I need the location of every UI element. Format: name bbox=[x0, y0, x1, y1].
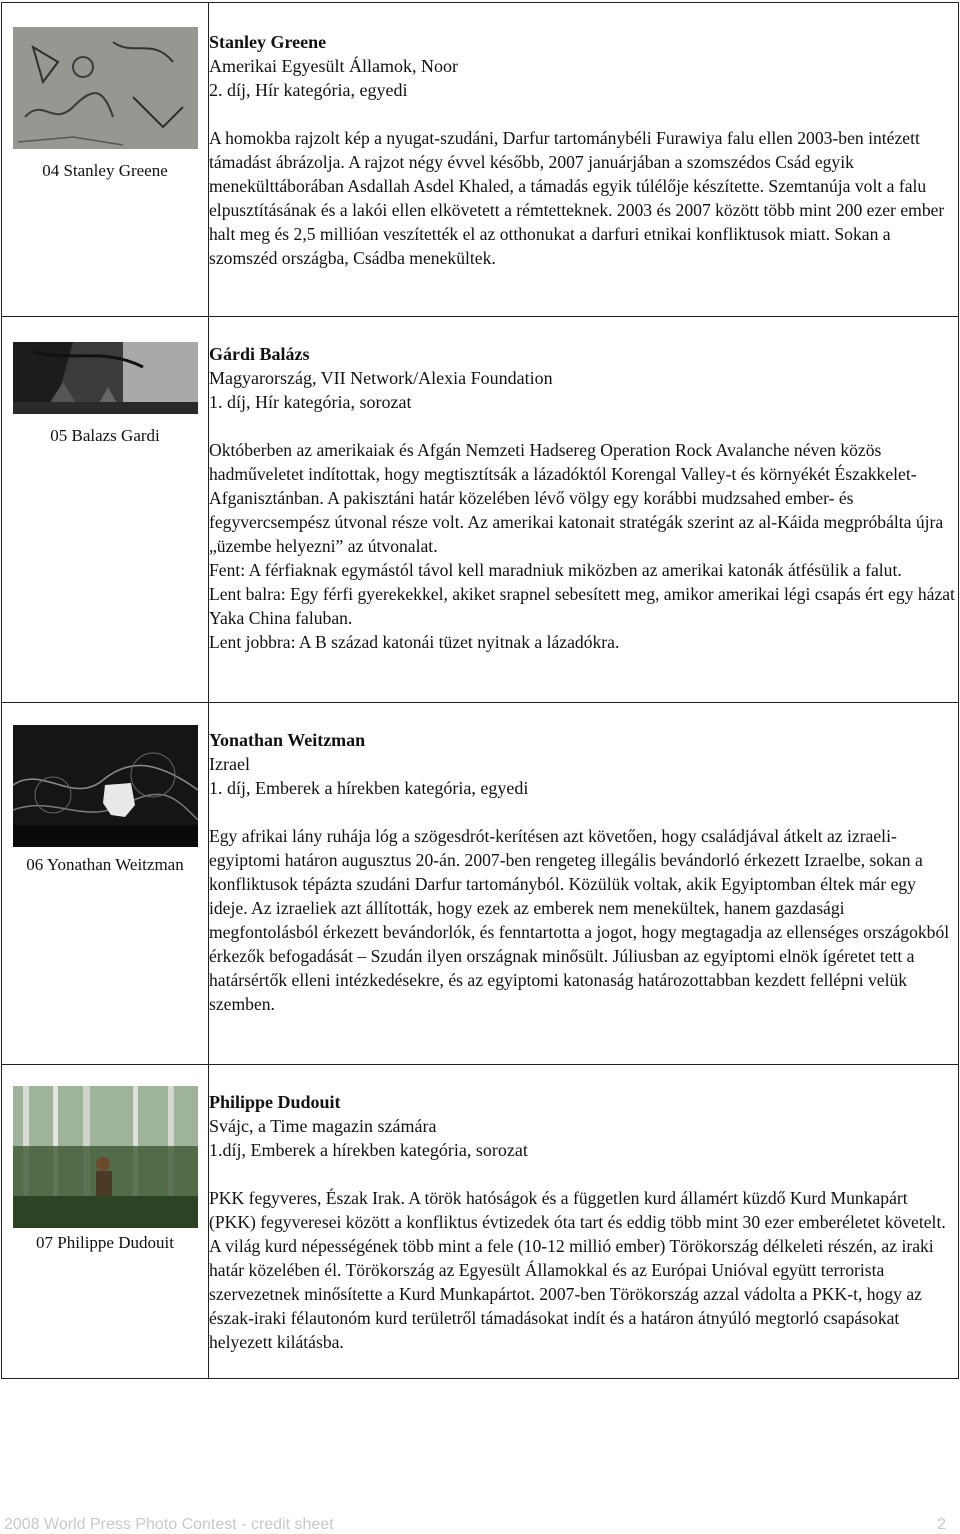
text-cell bbox=[209, 3, 959, 317]
forest-soldiers-photo bbox=[13, 342, 198, 414]
barbed-wire-dress-photo bbox=[13, 725, 198, 847]
entry-row bbox=[2, 1065, 959, 1379]
award-line: 2. díj, Hír kategória, egyedi bbox=[209, 80, 408, 100]
text-cell bbox=[209, 703, 959, 1065]
entry-row bbox=[2, 703, 959, 1065]
photo-cell bbox=[2, 703, 209, 1065]
page-footer: 2008 World Press Photo Contest - credit sheet bbox=[4, 1516, 334, 1533]
photographer-country: Magyarország, VII Network/Alexia Foundation bbox=[209, 368, 553, 388]
photo-cell bbox=[2, 317, 209, 703]
photographer-country: Svájc, a Time magazin számára bbox=[209, 1116, 437, 1136]
description: Októberben az amerikaiak és Afgán Nemzeti Hadsereg Operation Rock Avalanche néven közös hadműveletet indítottak, hogy megtisztítsák a lázadóktól Korengal Valley-t és környékét Északkelet-Afganisztánban. A pakisztáni határ közelében lévő völgy egy korábbi mudzsahed ember- és fegyvercsempész útvonal része volt. Az amerikai katonait stratégák szerint az al-Káida megpróbálta újra „üzembe helyezni” az útvonalat. Fent: A férfiaknak egymástól távol kell maradniuk miközben az amerikai katonák átfésülik a falut. Lent balra: Egy férfi gyerekekkel, akiket srapnel sebesített meg, amikor amerikai légi csapás ért egy házat Yaka China faluban. Lent jobbra: A B század katonái tüzet nyitnak a lázadókra. bbox=[209, 440, 955, 652]
sand-drawing-photo bbox=[13, 27, 198, 149]
description: PKK fegyveres, Észak Irak. A török hatóságok és a független kurd államért küzdő Kurd Munkapárt (PKK) fegyveresei között a konfliktus évtizedek óta tart és eddig több mint 30 ezer emberéletet követelt. A világ kurd népességének több mint a fele (10-12 millió ember) Törökország délkeleti részén, az iraki határ közelében él. Törökország az Egyesült Államokkal és az Európai Unióval együtt terrorista szervezetnek minősítette a Kurd Munkapártot. 2007-ben Törökország azzal vádolta a PKK-t, hogy az észak-iraki félautonóm kurd területről támadásokat indít és a határon átnyúló megtorló csapásokat helyezett kilátásba. bbox=[209, 1188, 946, 1352]
photographer-name: Gárdi Balázs bbox=[209, 344, 310, 364]
photographer-country: Izrael bbox=[209, 754, 250, 774]
photographer-name: Stanley Greene bbox=[209, 32, 327, 52]
award-line: 1.díj, Emberek a hírekben kategória, sorozat bbox=[209, 1140, 528, 1160]
page-number: 2 bbox=[937, 1516, 946, 1533]
award-line: 1. díj, Hír kategória, sorozat bbox=[209, 392, 412, 412]
entry-row bbox=[2, 317, 959, 703]
description: Egy afrikai lány ruhája lóg a szögesdrót-kerítésen azt követően, hogy családjával átkelt az izraeli-egyiptomi határon augusztus 20-án. 2007-ben rengeteg illegális bevándorló érkezett Izraelbe, sokan a konfliktusok tépázta szudáni Darfur tartományból. Közülük voltak, akik Egyiptomban éltek már egy ideje. Az izraeliek azt állították, hogy ezek az emberek nem menekültek, hanem gazdasági megfontolásból érkezett bevándorlók, és fenntartotta a jogot, hogy megtagadja az ellenséges országokból érkezők befogadását – Szudán ilyen országnak minősült. Júliusban az egyiptomi elnök ígéretet tett a határsértők elleni intézkedésekre, és az egyiptomi katonaság határozottabban kezdett fellépni velük szemben. bbox=[209, 826, 950, 1014]
photo-caption: 06 Yonathan Weitzman bbox=[26, 855, 184, 874]
credit-sheet-table bbox=[1, 2, 959, 1379]
forest-fighter-photo bbox=[13, 1086, 198, 1228]
award-line: 1. díj, Emberek a hírekben kategória, egyedi bbox=[209, 778, 529, 798]
description: A homokba rajzolt kép a nyugat-szudáni, Darfur tartománybéli Furawiya falu ellen 2003-ben intézett támadást ábrázolja. A rajzot négy évvel később, 2007 januárjában a szomszédos Csád egyik menekülttáborában Asdallah Asdel Khaled, a támadás egyik túlélője készítette. Szemtanúja volt a falu elpusztításának és a lakói ellen elkövetett a rémtetteknek. 2003 és 2007 között több mint 200 ezer ember halt meg és 2,5 millióan veszítették el az otthonukat a darfuri etnikai konfliktusok miatt. Sokan a szomszéd országba, Csádba menekültek. bbox=[209, 128, 945, 268]
text-cell bbox=[209, 1065, 959, 1379]
photographer-country: Amerikai Egyesült Államok, Noor bbox=[209, 56, 458, 76]
entry-row bbox=[2, 3, 959, 317]
photo-caption: 05 Balazs Gardi bbox=[50, 426, 160, 445]
photographer-name: Yonathan Weitzman bbox=[209, 730, 366, 750]
photo-caption: 04 Stanley Greene bbox=[42, 161, 168, 180]
photo-cell bbox=[2, 1065, 209, 1379]
photo-cell bbox=[2, 3, 209, 317]
photographer-name: Philippe Dudouit bbox=[209, 1092, 341, 1112]
text-cell bbox=[209, 317, 959, 703]
photo-caption: 07 Philippe Dudouit bbox=[36, 1233, 174, 1252]
